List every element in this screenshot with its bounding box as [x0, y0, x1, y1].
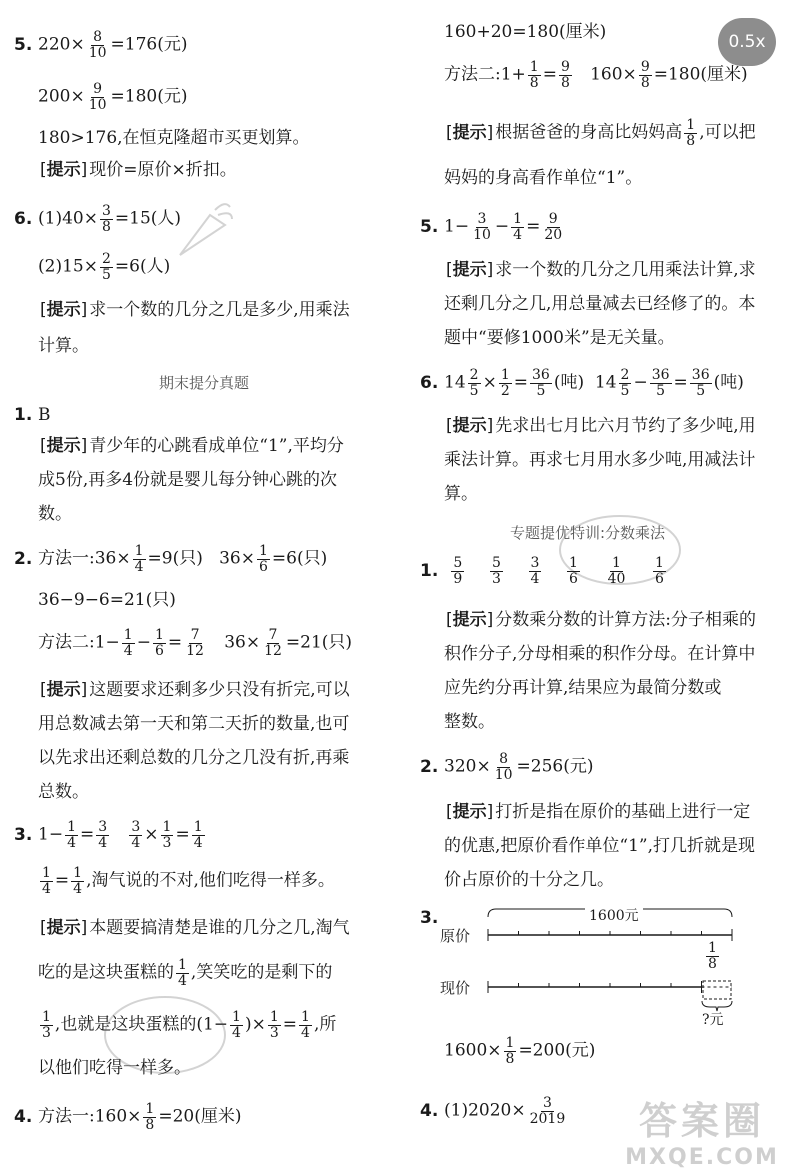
- unknown-price-label: ?元: [702, 1012, 724, 1028]
- right-q6-tip-a: [提示] 先求出七月比六月节约了多少吨,用: [446, 416, 756, 436]
- total-price-label: 1600元: [585, 905, 643, 925]
- right-line2: 方法二:1+ $\frac{1}{8}$ = $\frac{9}{8}$ 160× $\frac{9}{8}$ =180(厘米): [444, 59, 748, 91]
- left-s1-q1-tip-a: [提示] 青少年的心跳看成单位“1”,平均分: [40, 436, 344, 456]
- right-q5-tip-a: [提示] 求一个数的几分之几用乘法计算,求: [446, 260, 756, 280]
- right-q6-line1: 6. 14 $\frac{2}{5}$ × $\frac{1}{2}$ = $\frac{36}{5}$ (吨) 14 $\frac{2}{5}$ − $\frac{36}{5}$ = $\frac{36}{5}$ (吨): [420, 367, 744, 399]
- right-s2-q3-number: 3.: [420, 908, 439, 928]
- stamp-icon: [100, 990, 230, 1080]
- fraction: $\frac{3}{8}$: [101, 203, 111, 235]
- left-q5-line1: 5. 220× $\frac{8}{10}$ =176(元): [14, 29, 188, 61]
- left-q5-line2: 200× $\frac{9}{10}$ =180(元): [38, 81, 188, 113]
- section-title: 期末提分真题: [159, 374, 250, 392]
- fraction: $\frac{2}{5}$: [101, 251, 111, 283]
- left-s1-q3-tip-c: $\frac{1}{3}$ ,也就是这块蛋糕的(1− $\frac{1}{4}$ )× $\frac{1}{3}$ = $\frac{1}{4}$ ,所: [42, 1009, 337, 1041]
- right-s2-q2-line1: 2. 320× $\frac{8}{10}$ =256(元): [420, 751, 594, 783]
- fraction: $\frac{9}{10}$: [88, 81, 107, 113]
- right-q5-tip-c: 题中“要修1000米”是无关量。: [444, 328, 675, 348]
- left-s1-q1-tip-b: 成5份,再多4份就是婴儿每分钟心跳的次: [38, 470, 338, 490]
- right-tip1-a: [提示] 根据爸爸的身高比妈妈高 $\frac{1}{8}$ ,可以把: [446, 117, 756, 149]
- section-title: 专题提优特训:分数乘法: [510, 524, 666, 542]
- left-s1-q2-line2: 36−9−6=21(只): [38, 590, 176, 610]
- fraction: $\frac{8}{10}$: [88, 29, 107, 61]
- right-s2-q1-tip-c: 应先约分再计算,结果应为最简分数或: [444, 678, 722, 698]
- left-q5-line3: 180>176,在恒克隆超市买更划算。: [38, 128, 310, 148]
- right-q5-tip-b: 还剩几分之几,用总量减去已经修了的。本: [444, 294, 756, 314]
- left-q5-tip: [提示] 现价=原价×折扣。: [40, 160, 237, 180]
- segment-fraction: $\frac{1}{8}$: [708, 940, 717, 972]
- left-s1-q2-tip-a: [提示] 这题要求还剩多少只没有折完,可以: [40, 680, 350, 700]
- right-s2-q2-tip-a: [提示] 打折是指在原价的基础上进行一定: [446, 802, 751, 822]
- current-price-label: 现价: [440, 979, 471, 997]
- right-s2-q1: 1. $\frac{5}{9}$ $\frac{5}{3}$ $\frac{3}{4}$ $\frac{1}{6}$ $\frac{1}{40}$ $\frac{1}{6}$: [420, 555, 664, 587]
- zoom-badge[interactable]: 0.5x: [718, 18, 776, 66]
- right-s2-q1-tip-b: 积作分子,分母相乘的积作分母。在计算中: [444, 644, 756, 664]
- left-s1-q3-line1: 3. 1− $\frac{1}{4}$ = $\frac{3}{4}$ $\frac{3}{4}$ × $\frac{1}{3}$ = $\frac{1}{4}$: [14, 819, 203, 851]
- left-s1-q3-tip-d: 以他们吃得一样多。: [38, 1058, 191, 1078]
- left-q6-tip-b: 计算。: [38, 336, 89, 356]
- left-s1-q2-tip-b: 用总数减去第一天和第二天折的数量,也可: [38, 714, 350, 734]
- left-s1-q3-line2: $\frac{1}{4}$ = $\frac{1}{4}$ ,淘气说的不对,他们吃得一样多。: [42, 865, 335, 897]
- right-s2-q2-tip-b: 的优惠,把原价看作单位“1”,打几折就是现: [444, 836, 756, 856]
- left-q6-tip-a: [提示] 求一个数的几分之几是多少,用乘法: [40, 300, 350, 320]
- right-s2-q2-tip-c: 价占原价的十分之几。: [444, 870, 614, 890]
- right-q6-tip-c: 算。: [444, 484, 478, 504]
- watermark-logo: 答案圈 MXQE.COM: [625, 1099, 779, 1170]
- left-q6-line1: 6. (1)40× $\frac{3}{8}$ =15(人): [14, 203, 182, 235]
- left-s1-q2-tip-c: 以先求出还剩总数的几分之几没有折,再乘: [38, 748, 350, 768]
- question-number: 5.: [14, 34, 33, 55]
- left-s1-q3-tip-a: [提示] 本题要搞清楚是谁的几分之几,淘气: [40, 918, 350, 938]
- right-s2-q1-tip-a: [提示] 分数乘分数的计算方法:分子相乘的: [446, 610, 757, 630]
- original-price-label: 原价: [440, 927, 471, 945]
- right-s2-q1-tip-d: 整数。: [444, 712, 495, 732]
- left-s1-q2-tip-d: 总数。: [38, 782, 89, 802]
- right-q5-line1: 5. 1− $\frac{3}{10}$ − $\frac{1}{4}$ = $\frac{9}{20}$: [420, 211, 563, 243]
- left-q6-line2: (2)15× $\frac{2}{5}$ =6(人): [38, 251, 171, 283]
- right-tip1-b: 妈妈的身高看作单位“1”。: [444, 168, 643, 188]
- left-s1-q2-line3: 方法二:1− $\frac{1}{4}$ − $\frac{1}{6}$ = $\frac{7}{12}$ 36× $\frac{7}{12}$ =21(只): [38, 627, 353, 659]
- right-s2-q4-line1: 4. (1)2020× $\frac{3}{2019}$: [420, 1095, 566, 1127]
- left-s1-q1-tip-c: 数。: [38, 504, 72, 524]
- left-s1-q2-line1: 2. 方法一:36× $\frac{1}{4}$ =9(只) 36× $\frac{1}{6}$ =6(只): [14, 543, 328, 575]
- left-s1-q3-tip-b: 吃的是这块蛋糕的 $\frac{1}{4}$ ,笑笑吃的是剩下的: [38, 957, 333, 989]
- price-segment-diagram: [440, 905, 740, 1028]
- right-s2-q3-line1: 1600× $\frac{1}{8}$ =200(元): [444, 1035, 596, 1067]
- left-s1-q1: 1. B: [14, 405, 51, 425]
- carrot-stamp-icon: [170, 195, 240, 265]
- right-line1: 160+20=180(厘米): [444, 22, 607, 42]
- right-q6-tip-b: 乘法计算。再求七月用水多少吨,用减法计: [444, 450, 756, 470]
- left-s1-q4-line1: 4. 方法一:160× $\frac{1}{8}$ =20(厘米): [14, 1101, 242, 1133]
